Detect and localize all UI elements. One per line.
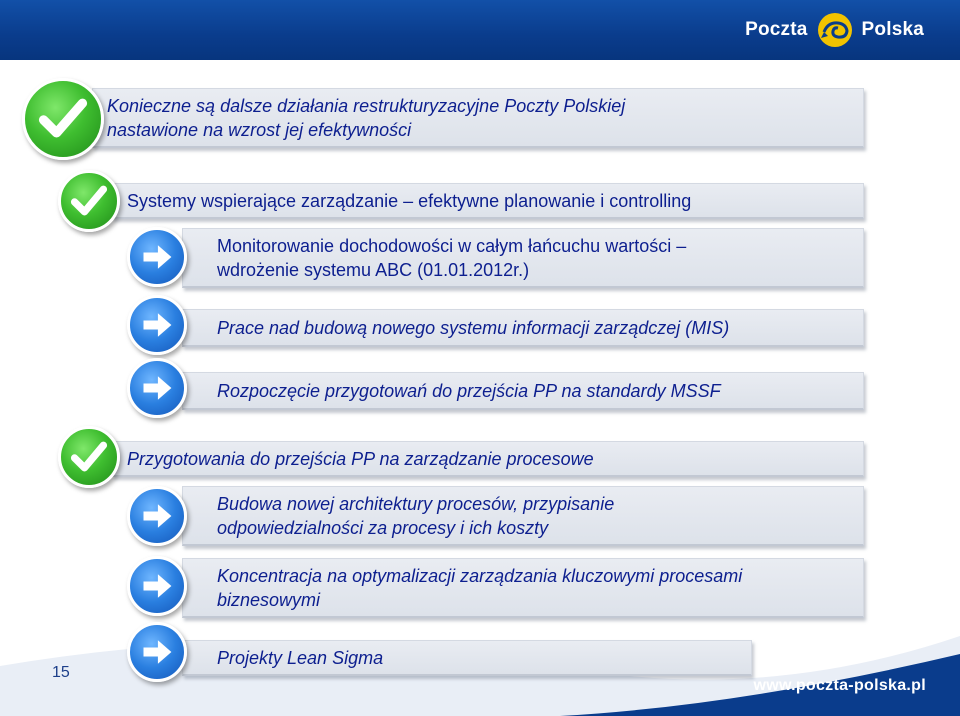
posthorn-icon bbox=[816, 12, 854, 48]
item-box-4 bbox=[182, 309, 864, 347]
page-number: 15 bbox=[52, 664, 70, 681]
item-box-9 bbox=[182, 640, 752, 676]
item-box-1 bbox=[92, 88, 864, 148]
item-text-5: Rozpoczęcie przygotowań do przejścia PP na standardy MSSF bbox=[217, 380, 721, 401]
logo-text-left: Poczta bbox=[745, 19, 808, 40]
right-arrow-icon bbox=[127, 227, 187, 287]
logo-text-right: Polska bbox=[861, 19, 924, 40]
item-box-5 bbox=[182, 372, 864, 410]
right-arrow-icon bbox=[127, 622, 187, 682]
item-text-1: Konieczne są dalsze działania restrukturyzacyjne Poczty Polskiej nastawione na wzrost jej efektywności bbox=[107, 95, 626, 140]
checkmark-icon bbox=[58, 426, 120, 488]
item-text-8: Koncentracja na optymalizacji zarządzania kluczowymi procesami biznesowymi bbox=[217, 565, 743, 610]
header-bar bbox=[0, 0, 960, 60]
checkmark-icon bbox=[22, 78, 104, 160]
checkmark-icon bbox=[58, 170, 120, 232]
item-box-7 bbox=[182, 486, 864, 546]
item-text-7: Budowa nowej architektury procesów, przypisanie odpowiedzialności za procesy i ich koszty bbox=[217, 493, 615, 538]
right-arrow-icon bbox=[127, 358, 187, 418]
poczta-polska-logo bbox=[745, 12, 924, 48]
item-text-4: Prace nad budową nowego systemu informacji zarządczej (MIS) bbox=[217, 317, 730, 338]
item-text-3: Monitorowanie dochodowości w całym łańcuchu wartości – wdrożenie systemu ABC (01.01.2012r.) bbox=[217, 235, 687, 280]
item-box-6 bbox=[112, 441, 864, 477]
item-text-6: Przygotowania do przejścia PP na zarządzanie procesowe bbox=[127, 448, 594, 469]
item-text-9: Projekty Lean Sigma bbox=[217, 647, 384, 668]
item-box-2 bbox=[112, 183, 864, 219]
right-arrow-icon bbox=[127, 486, 187, 546]
right-arrow-icon bbox=[127, 295, 187, 355]
item-box-3 bbox=[182, 228, 864, 288]
item-text-2: Systemy wspierające zarządzanie – efektywne planowanie i controlling bbox=[127, 190, 692, 211]
website-url: www.poczta-polska.pl bbox=[753, 677, 926, 694]
